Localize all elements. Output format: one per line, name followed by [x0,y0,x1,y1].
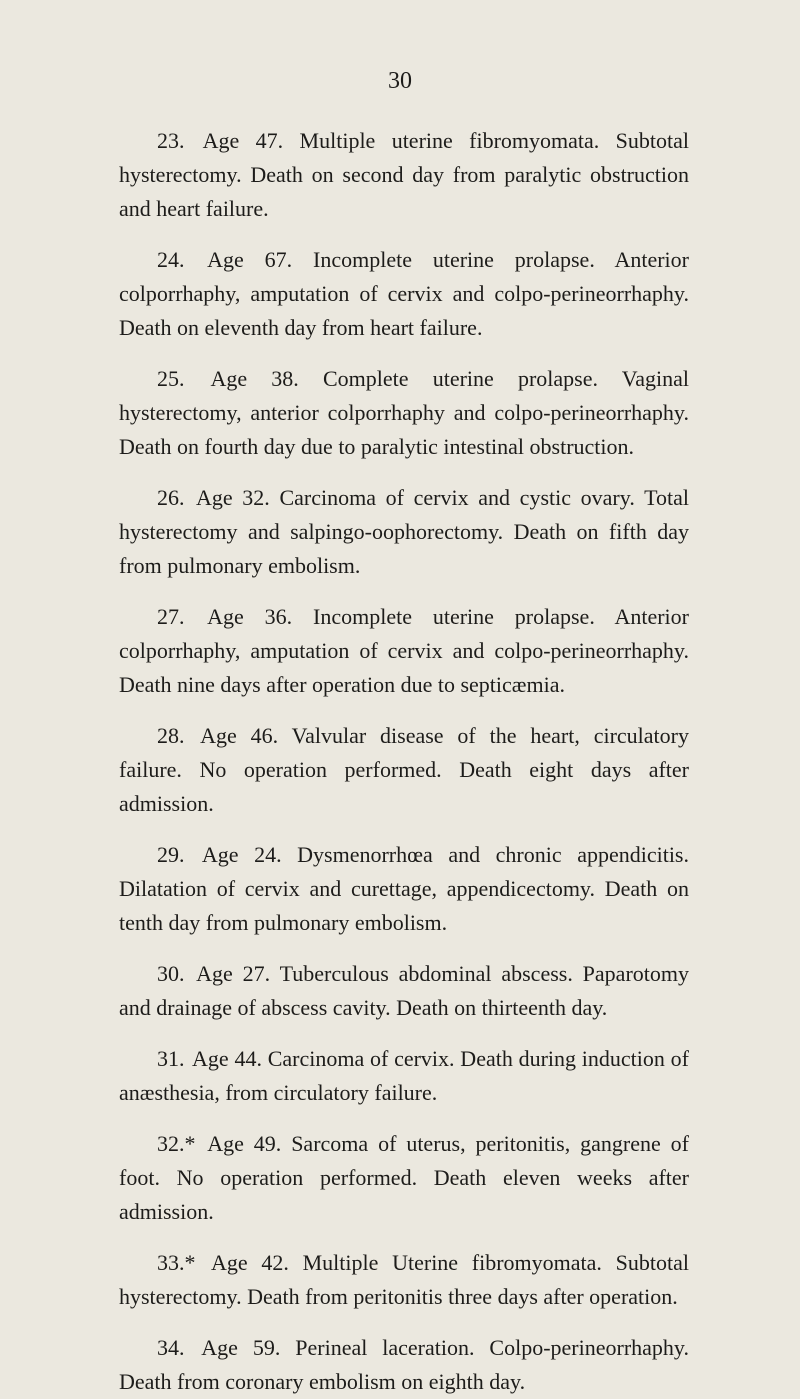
case-text: Age 36. Incomplete uterine prolapse. Anterior colporrhaphy, amputation of cervix and colpo-perineorrhaphy. Death nine days after operation due to septicæmia. [119,604,689,697]
case-text: Age 46. Valvular disease of the heart, circulatory failure. No operation performed. Death eight days after admission. [119,723,689,816]
case-entry-24 [119,243,689,345]
case-entry-30 [119,957,689,1025]
case-text: Age 44. Carcinoma of cervix. Death during induction of anæsthesia, from circulatory failure. [119,1046,689,1105]
case-entry-29 [119,838,689,940]
case-number: 32.* [157,1131,196,1156]
page-number: 30 [388,68,412,94]
case-text: Age 32. Carcinoma of cervix and cystic ovary. Total hysterectomy and salpingo-oophorectomy. Death on fifth day from pulmonary embolism. [119,485,689,578]
case-number: 31. [157,1046,185,1071]
case-entry-32 [119,1127,689,1229]
case-entry-34 [119,1331,689,1399]
case-number: 27. [157,604,185,629]
case-number: 26. [157,485,185,510]
case-number: 23. [157,128,185,153]
case-entry-31 [119,1042,689,1110]
case-entry-23 [119,124,689,226]
case-number: 28. [157,723,185,748]
case-text: Age 67. Incomplete uterine prolapse. Anterior colporrhaphy, amputation of cervix and colpo-perineorrhaphy. Death on eleventh day from heart failure. [119,247,689,340]
case-text: Age 38. Complete uterine prolapse. Vaginal hysterectomy, anterior colporrhaphy and colpo-perineorrhaphy. Death on fourth day due to paralytic intestinal obstruction. [119,366,689,459]
case-list [119,124,689,1399]
case-text: Age 49. Sarcoma of uterus, peritonitis, gangrene of foot. No operation performed. Death eleven weeks after admission. [119,1131,689,1224]
case-number: 34. [157,1335,185,1360]
case-number: 24. [157,247,185,272]
case-entry-26 [119,481,689,583]
case-number: 29. [157,842,185,867]
case-text: Age 47. Multiple uterine fibromyomata. Subtotal hysterectomy. Death on second day from paralytic obstruction and heart failure. [119,128,689,221]
case-entry-28 [119,719,689,821]
case-entry-27 [119,600,689,702]
case-number: 30. [157,961,185,986]
case-entry-25 [119,362,689,464]
case-text: Age 27. Tuberculous abdominal abscess. Paparotomy and drainage of abscess cavity. Death on thirteenth day. [119,961,689,1020]
case-text: Age 24. Dysmenorrhœa and chronic appendicitis. Dilatation of cervix and curettage, appendicectomy. Death on tenth day from pulmonary embolism. [119,842,689,935]
case-text: Age 59. Perineal laceration. Colpo-perineorrhaphy. Death from coronary embolism on eighth day. [119,1335,689,1394]
case-entry-33 [119,1246,689,1314]
case-text: Age 42. Multiple Uterine fibromyomata. Subtotal hysterectomy. Death from peritonitis three days after operation. [119,1250,689,1309]
case-number: 33.* [157,1250,196,1275]
case-number: 25. [157,366,185,391]
